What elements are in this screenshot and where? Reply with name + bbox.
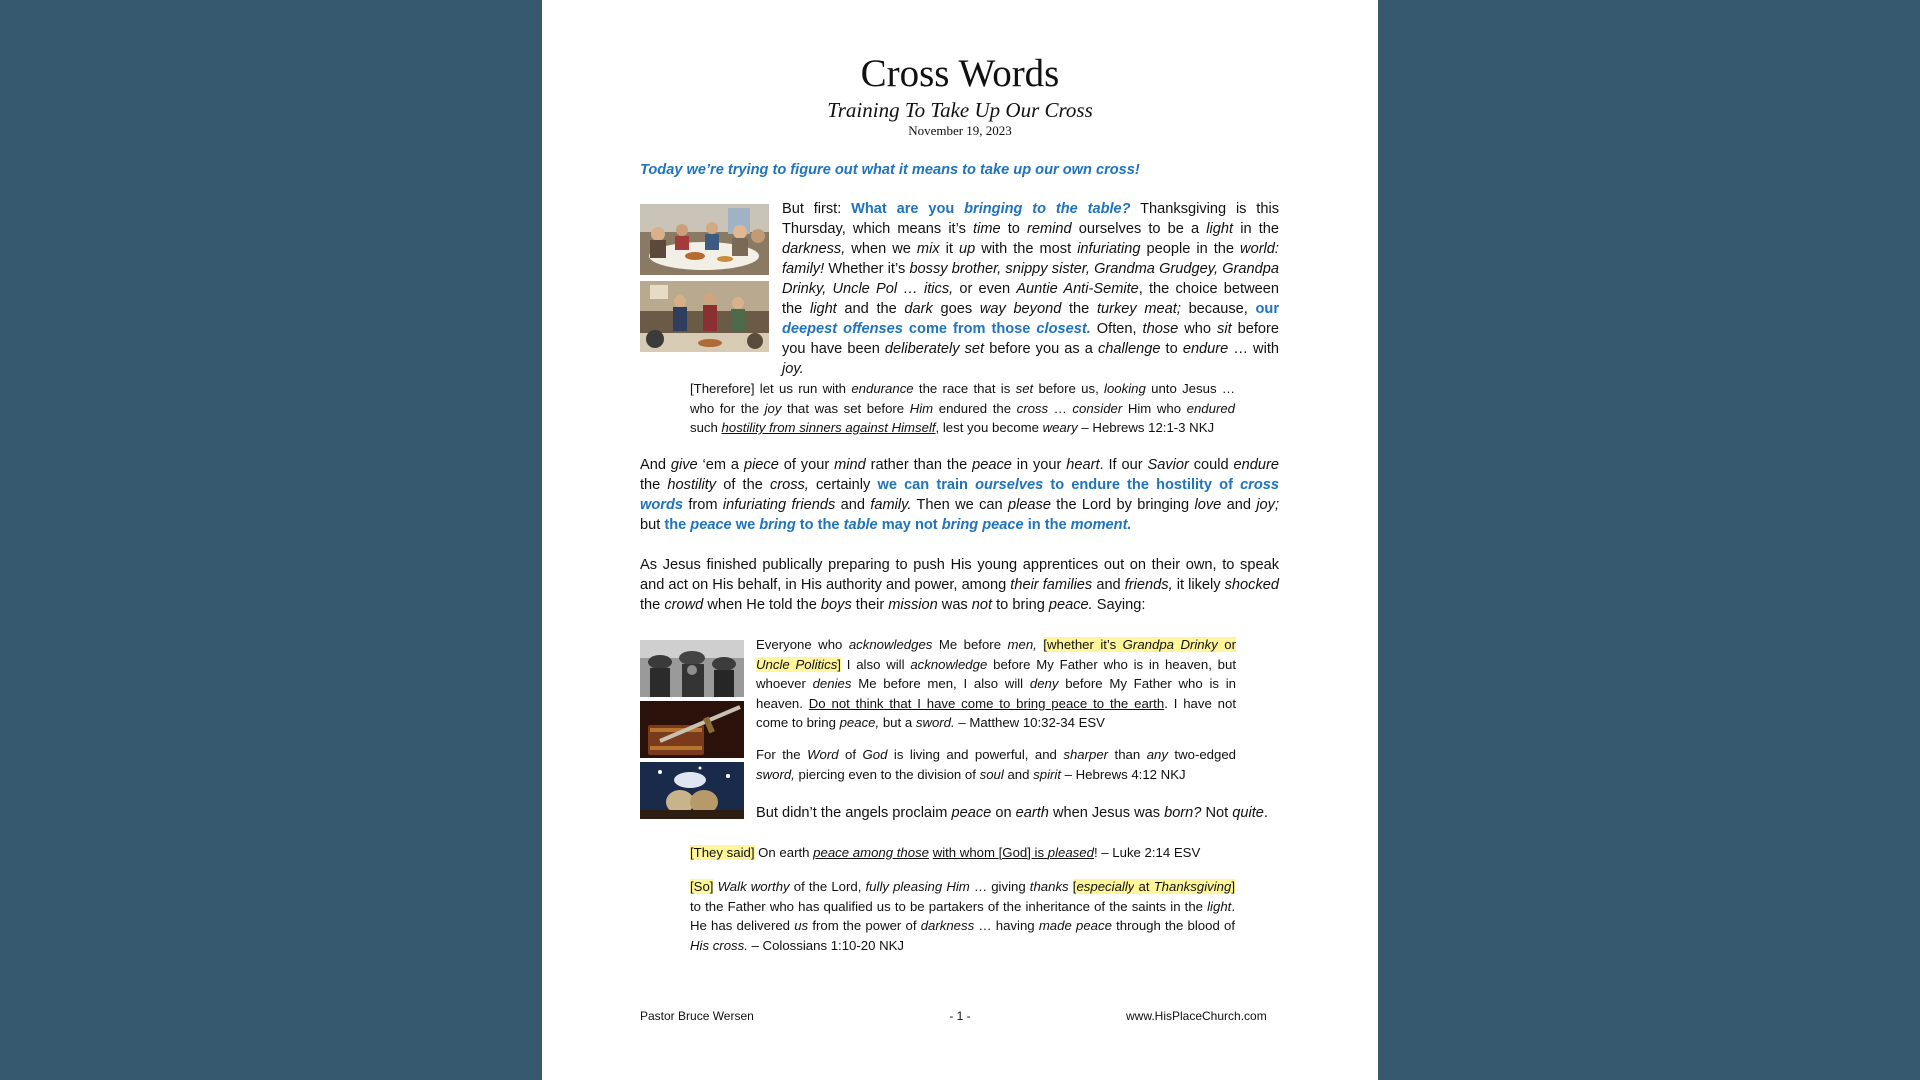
angels-photo (640, 762, 744, 819)
intro-line: Today we’re trying to figure out what it means to take up our own cross! (640, 162, 1140, 178)
quote-colossians-1: [So] Walk worthy of the Lord, fully pleasing Him … giving thanks [especially at Thanksgiving] to the Father who has qualified us to be partakers of the inheritance of the saints in the light. He has delivered us from the power of darkness … having made peace through the blood of His cross. – Colossians 1:10-20 NKJ (690, 879, 1235, 953)
quote-hebrews-12: [Therefore] let us run with endurance the race that is set before us, looking unto Jesus … who for the joy that was set before Him endured the cross … consider Him who endured such hostility from sinners against Himself, lest you become weary – Hebrews 12:1-3 NKJ (690, 381, 1236, 435)
quote-matthew-10: Everyone who acknowledges Me before men, [whether it’s Grandpa Drinky or Uncle Politics] I also will acknowledge before My Father who is in heaven, but whoever denies Me before men, I also will deny before My Father who is in heaven. Do not think that I have come to bring peace to the earth. I have not come to bring peace, but a sword. – Matthew 10:32-34 ESV (756, 637, 1237, 730)
paragraph-thanksgiving: But first: What are you bringing to the table? Thanksgiving is this Thursday, which means it’s time to remind ourselves to be a light in the darkness, when we mix it up with the most infuriating people in the world: family! Whether it’s bossy brother, snippy sister, Grandma Grudgey, Grandpa Drinky, Uncle Pol … itics, or even Auntie Anti-Semite, the choice between the light and the dark goes way beyond the turkey meat; because, our deepest offenses come from those closest. Often, those who sit before you have been deliberately set before you as a challenge to endure … with joy. (782, 201, 1280, 377)
footer-author: Pastor Bruce Wersen (640, 1009, 754, 1023)
quote-hebrews-4: For the Word of God is living and powerful, and sharper than any two-edged sword, piercing even to the division of soul and spirit – Hebrews 4:12 NKJ (756, 747, 1237, 782)
quote-luke-2: [They said] On earth peace among those with whom [God] is pleased! – Luke 2:14 ESV (690, 845, 1201, 860)
paragraph-apprentices: As Jesus finished publically preparing to push His young apprentices out on their own, to speak and act on His behalf, in His authority and power, among their families and friends, it likely shocked the crowd when He told the boys their mission was not to bring peace. Saying: (640, 557, 1279, 613)
paragraph-give-em: And give ‘em a piece of your mind rather than the peace in your heart. If our Savior could endure the hostility of the cross, certainly we can train ourselves to endure the hostility of cross words from infuriating friends and family. Then we can please the Lord by bringing love and joy; but the peace we bring to the table may not bring peace in the moment. (640, 457, 1280, 533)
sword-and-bible-photo (640, 701, 744, 758)
footer-page-number: - 1 - (949, 1009, 971, 1023)
document-page (542, 0, 1378, 1080)
soldiers-photo (640, 640, 744, 697)
family-dinner-photo (640, 204, 769, 275)
paragraph-angels: But didn’t the angels proclaim peace on earth when Jesus was born? Not quite. (756, 805, 1268, 821)
document-date: November 19, 2023 (908, 123, 1012, 138)
document-subtitle: Training To Take Up Our Cross (827, 98, 1093, 122)
footer-website-link[interactable]: www.HisPlaceChurch.com (1126, 1009, 1267, 1023)
document-title: Cross Words (860, 52, 1060, 95)
family-gathering-photo (640, 281, 769, 352)
